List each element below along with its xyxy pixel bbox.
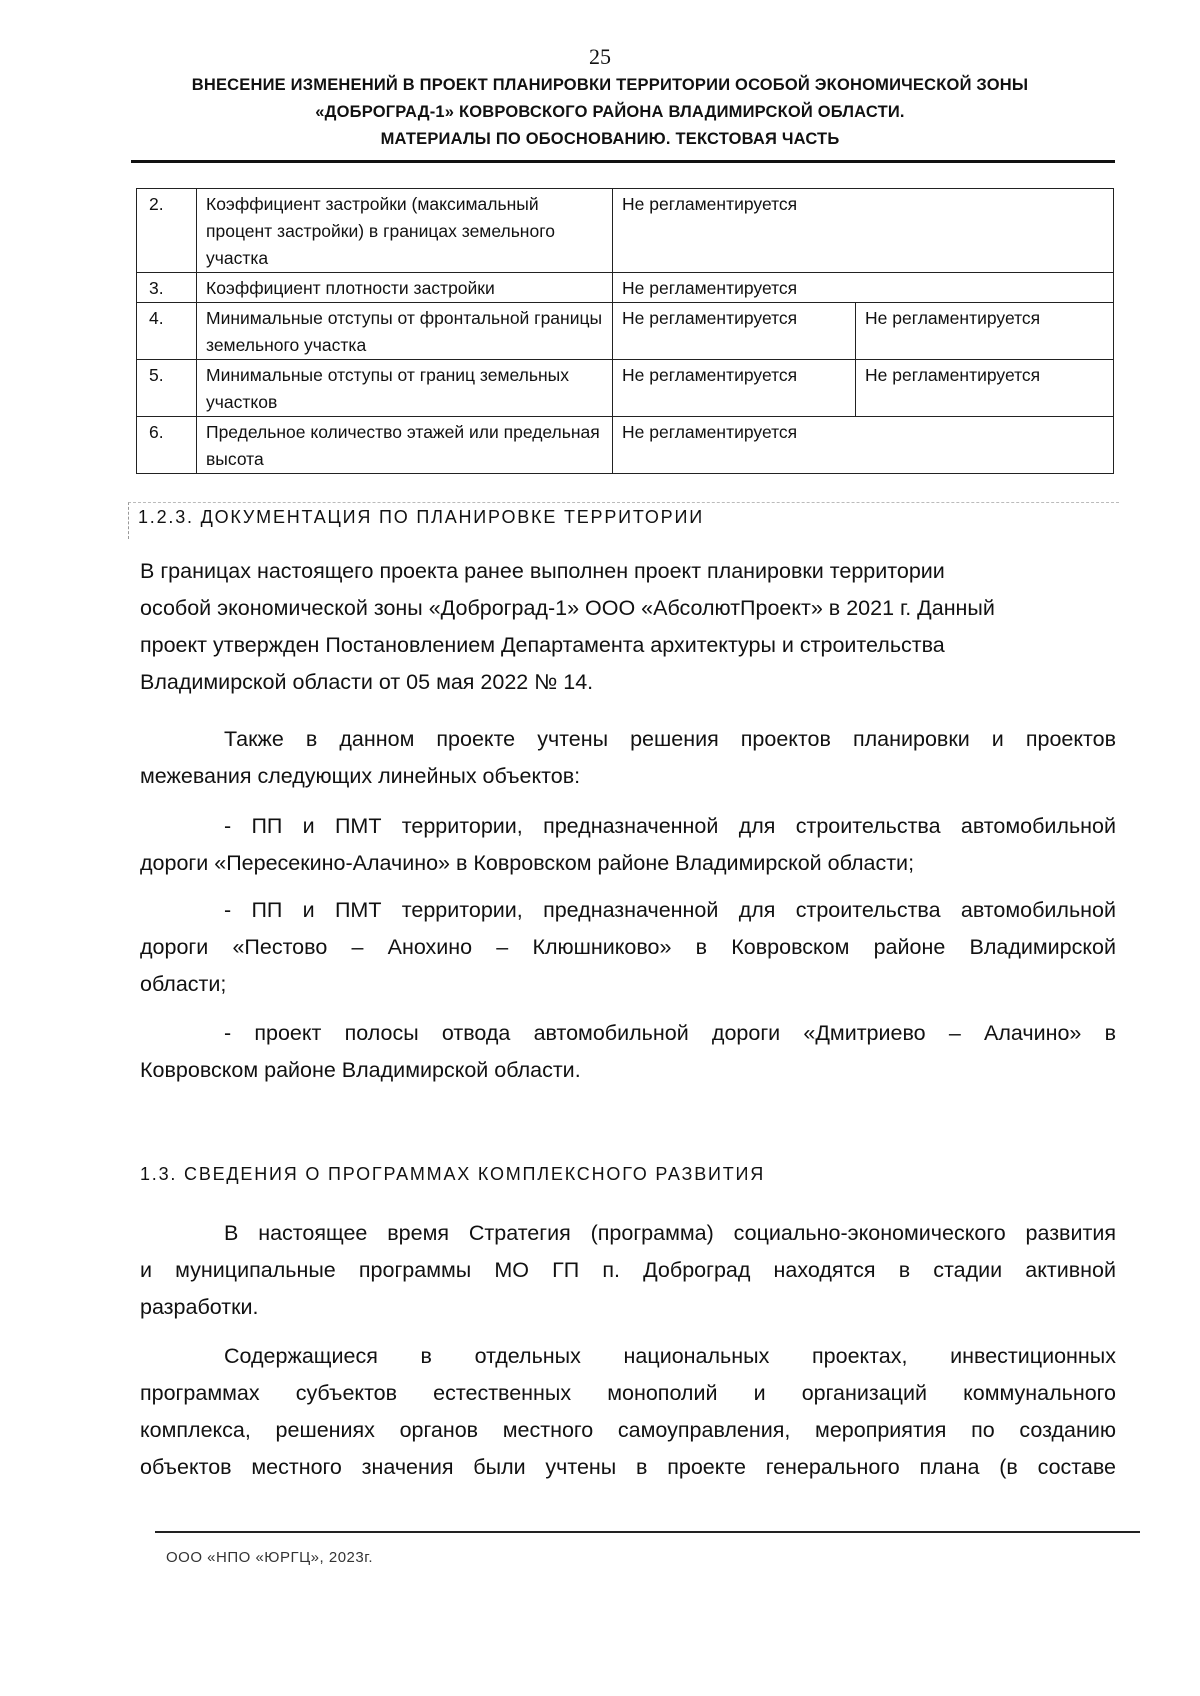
- table-row: [137, 417, 1114, 474]
- table-row: [137, 189, 1114, 273]
- text-line: области;: [140, 972, 227, 996]
- text-line: Ковровском районе Владимирской области.: [140, 1058, 581, 1082]
- text-line: проект утвержден Постановлением Департамента архитектуры и строительства: [140, 633, 945, 657]
- paragraph: [140, 721, 1116, 795]
- text-line: межевания следующих линейных объектов:: [140, 764, 581, 788]
- page-number: 25: [589, 44, 611, 69]
- table-row: [137, 303, 1114, 360]
- text-line: программах субъектов естественных монополий и организаций коммунального: [140, 1381, 1116, 1405]
- header-line: «ДОБРОГРАД-1» КОВРОВСКОГО РАЙОНА ВЛАДИМИРСКОЙ ОБЛАСТИ.: [315, 103, 905, 121]
- section-heading-frame: [128, 502, 1119, 539]
- list-item: [140, 808, 1116, 882]
- parameter-value: Не регламентируется: [613, 303, 856, 360]
- text-line: Также в данном проекте учтены решения проектов планировки и проектов: [224, 727, 1116, 751]
- text-line: комплекса, решениях органов местного самоуправления, мероприятия по созданию: [140, 1418, 1116, 1442]
- document-header: [130, 72, 1090, 153]
- text-line: дороги «Пересекино-Алачино» в Ковровском районе Владимирской области;: [140, 851, 915, 875]
- text-line: В границах настоящего проекта ранее выполнен проект планировки территории: [140, 559, 945, 583]
- section-heading: 1.2.3. ДОКУМЕНТАЦИЯ ПО ПЛАНИРОВКЕ ТЕРРИТОРИИ: [138, 507, 704, 527]
- text-line: разработки.: [140, 1295, 259, 1319]
- footer-divider: [155, 1531, 1140, 1533]
- paragraph: [140, 553, 1116, 701]
- text-line: - проект полосы отвода автомобильной дороги «Дмитриево – Алачино» в: [224, 1021, 1116, 1045]
- text-line: Владимирской области от 05 мая 2022 № 14.: [140, 670, 594, 694]
- parameter-value: Не регламентируется: [613, 273, 1114, 303]
- text-line: и муниципальные программы МО ГП п. Доброград находятся в стадии активной: [140, 1258, 1116, 1282]
- row-number: 4.: [137, 303, 197, 360]
- parameter-value: Не регламентируется: [613, 189, 1114, 273]
- header-divider: [131, 160, 1115, 163]
- list-item: [140, 1015, 1116, 1089]
- table-row: [137, 360, 1114, 417]
- parameter-name: Минимальные отступы от фронтальной границы земельного участка: [197, 303, 613, 360]
- table-row: [137, 273, 1114, 303]
- header-line: МАТЕРИАЛЫ ПО ОБОСНОВАНИЮ. ТЕКСТОВАЯ ЧАСТЬ: [380, 130, 840, 148]
- parameter-name: Коэффициент застройки (максимальный процент застройки) в границах земельного участка: [197, 189, 613, 273]
- row-number: 6.: [137, 417, 197, 474]
- row-number: 3.: [137, 273, 197, 303]
- text-line: дороги «Пестово – Анохино – Клюшниково» в Ковровском районе Владимирской: [140, 935, 1116, 959]
- parameter-value-2: Не регламентируется: [856, 360, 1114, 417]
- paragraph: [140, 1338, 1116, 1486]
- text-line: - ПП и ПМТ территории, предназначенной для строительства автомобильной: [224, 898, 1116, 922]
- row-number: 2.: [137, 189, 197, 273]
- parameter-value: Не регламентируется: [613, 417, 1114, 474]
- text-line: Содержащиеся в отдельных национальных проектах, инвестиционных: [224, 1344, 1116, 1368]
- parameter-name: Минимальные отступы от границ земельных участков: [197, 360, 613, 417]
- text-line: объектов местного значения были учтены в проекте генерального плана (в составе: [140, 1455, 1116, 1479]
- text-line: особой экономической зоны «Доброград-1» ООО «АбсолютПроект» в 2021 г. Данный: [140, 596, 995, 620]
- header-line: ВНЕСЕНИЕ ИЗМЕНЕНИЙ В ПРОЕКТ ПЛАНИРОВКИ ТЕРРИТОРИИ ОСОБОЙ ЭКОНОМИЧЕСКОЙ ЗОНЫ: [191, 76, 1029, 94]
- text-line: В настоящее время Стратегия (программа) социально-экономического развития: [224, 1221, 1116, 1245]
- parameter-name: Предельное количество этажей или предельная высота: [197, 417, 613, 474]
- list-item: [140, 892, 1116, 1003]
- paragraph: [140, 1215, 1116, 1326]
- text-line: - ПП и ПМТ территории, предназначенной для строительства автомобильной: [224, 814, 1116, 838]
- parameter-name: Коэффициент плотности застройки: [197, 273, 613, 303]
- regulations-table: [136, 188, 1114, 474]
- section-heading: 1.3. СВЕДЕНИЯ О ПРОГРАММАХ КОМПЛЕКСНОГО РАЗВИТИЯ: [140, 1164, 766, 1184]
- parameter-value: Не регламентируется: [613, 360, 856, 417]
- footer-text: ООО «НПО «ЮРГЦ», 2023г.: [166, 1549, 374, 1566]
- row-number: 5.: [137, 360, 197, 417]
- parameter-value-2: Не регламентируется: [856, 303, 1114, 360]
